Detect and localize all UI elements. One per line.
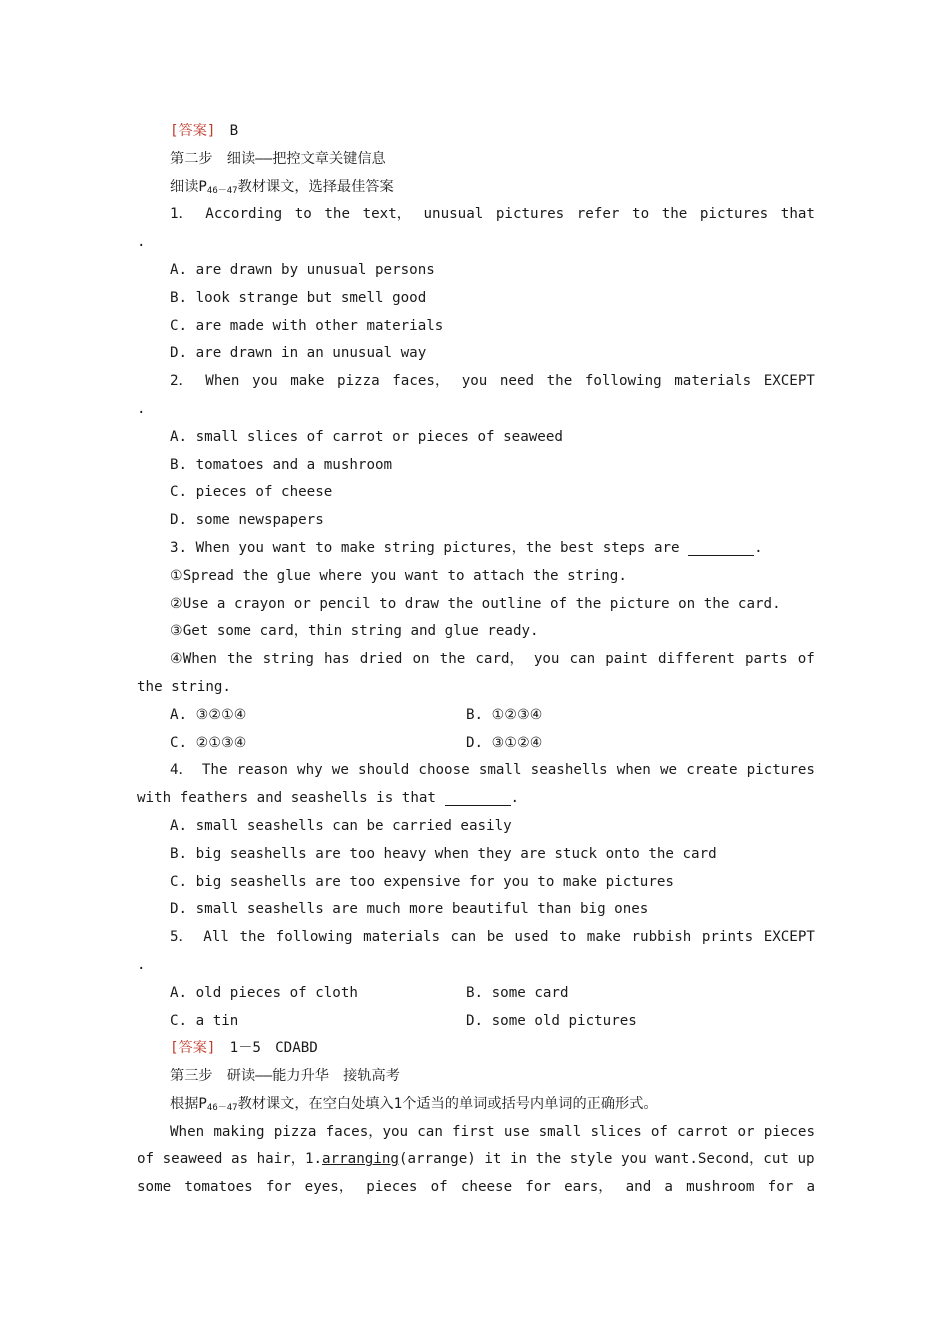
word: 4． <box>170 762 193 779</box>
question-2-option-b: B. tomatoes and a mushroom <box>170 456 393 473</box>
word: pizza <box>273 1123 317 1140</box>
word: or <box>737 1123 755 1140</box>
word: we <box>660 762 678 779</box>
question-3-step-2: ②Use a crayon or pencil to draw the outline of the picture on the card. <box>170 595 781 612</box>
word: to <box>632 206 650 223</box>
word: 1． <box>170 206 193 223</box>
word: be <box>486 929 504 946</box>
answer-tag: [答案] <box>170 123 216 139</box>
word: you <box>533 651 560 668</box>
answer-tag: [答案] <box>170 1040 216 1057</box>
word: you <box>252 373 278 390</box>
word: dried <box>359 651 403 668</box>
question-1-option-a: A. are drawn by unusual persons <box>170 261 435 278</box>
word: that <box>780 206 815 223</box>
question-5-option-b: B. some card <box>466 984 569 1001</box>
question-2-option-c: C. pieces of cheese <box>170 484 333 501</box>
question-3-step-4-end: the string. <box>137 678 231 695</box>
word: the <box>226 651 253 668</box>
word: pictures <box>699 206 769 223</box>
question-1-option-b: B. look strange but smell good <box>170 289 427 306</box>
question-3-option-c: C. ②①③④ <box>170 734 247 751</box>
blank-number: 1. <box>304 1151 323 1168</box>
question-2-option-a: A. small slices of carrot or pieces of seaweed <box>170 428 563 445</box>
word: the <box>324 206 351 223</box>
word: can <box>569 651 596 668</box>
question-3-options-row-1 <box>137 702 815 730</box>
word: 5． <box>170 929 193 946</box>
question-3-option-b: B. ①②③④ <box>466 706 543 723</box>
word: a <box>806 1179 815 1196</box>
word: unusual <box>423 206 484 223</box>
word: use <box>503 1123 530 1140</box>
question-3-options-row-2 <box>137 730 815 758</box>
word: some <box>137 1179 172 1196</box>
word: we <box>331 762 349 779</box>
word: to <box>294 206 312 223</box>
answer-blank <box>445 789 511 806</box>
question-5-stem-end: . <box>137 956 146 973</box>
word: EXCEPT <box>763 373 815 390</box>
answer-value: B <box>229 123 239 139</box>
word: ④When <box>170 651 217 668</box>
question-4-stem-line-2: with feathers and seashells is that . <box>137 790 520 807</box>
word: can <box>417 1123 443 1140</box>
answer-blank <box>688 539 754 556</box>
step2-instruction: 细读$P_{46-47}$教材课文，选择最佳答案 <box>170 178 394 196</box>
word: the <box>439 651 466 668</box>
question-5-options-row-1 <box>137 980 815 1008</box>
word: the <box>661 206 688 223</box>
question-3-stem: 3. When you want to make string pictures，the best steps are . <box>170 539 763 556</box>
word: on <box>412 651 430 668</box>
question-5-option-c: C. a tin <box>170 1012 239 1029</box>
word: make <box>586 929 621 946</box>
question-4-option-d: D. small seashells are much more beautiful than big ones <box>170 901 649 918</box>
word: seashells <box>530 762 608 779</box>
question-1-option-d: D. are drawn in an unusual way <box>170 345 427 362</box>
question-5-stem <box>137 924 815 952</box>
word: pieces <box>763 1123 815 1140</box>
step3-title: 第三步 研读——能力升华 接轨高考 <box>170 1068 400 1085</box>
word: first <box>452 1123 495 1140</box>
word: slices <box>590 1123 642 1140</box>
word: making <box>213 1123 265 1140</box>
question-5-options-row-2 <box>137 1008 815 1036</box>
question-2-option-d: D. some newspapers <box>170 512 324 529</box>
word: create <box>686 762 738 779</box>
word: need <box>499 373 535 390</box>
word: can <box>450 929 477 946</box>
question-4-option-a: A. small seashells can be carried easily <box>170 817 512 834</box>
word: make <box>290 373 325 390</box>
document-page <box>137 118 815 1202</box>
word: materials <box>674 373 752 390</box>
word: and <box>625 1179 652 1196</box>
word: choose <box>418 762 470 779</box>
word: to <box>559 929 577 946</box>
word: parts <box>744 651 788 668</box>
word: small <box>478 762 522 779</box>
word: pictures <box>495 206 565 223</box>
word: for <box>265 1179 292 1196</box>
word: The <box>201 762 228 779</box>
word: materials <box>363 929 440 946</box>
word: EXCEPT <box>763 929 815 946</box>
word: for <box>525 1179 551 1196</box>
word: string <box>262 651 314 668</box>
word: refer <box>576 206 620 223</box>
question-3-step-4 <box>137 646 815 674</box>
word: tomatoes <box>184 1179 253 1196</box>
word: following <box>275 929 353 946</box>
word: faces， <box>392 373 450 390</box>
word: When <box>205 373 240 390</box>
word: when <box>616 762 651 779</box>
question-4-stem <box>137 757 815 785</box>
word: ears， <box>564 1179 613 1196</box>
question-2-stem-end: . <box>137 400 146 417</box>
word: different <box>658 651 735 668</box>
word: should <box>358 762 410 779</box>
blank-answer: arranging <box>322 1151 399 1168</box>
answer-value: 1－5 CDABD <box>229 1040 318 1057</box>
answer-line <box>137 118 815 146</box>
question-1-stem <box>137 201 815 229</box>
word: According <box>205 206 283 223</box>
word: following <box>584 373 662 390</box>
word: card， <box>475 651 524 668</box>
question-1-option-c: C. are made with other materials <box>170 317 444 334</box>
word: reason <box>236 762 288 779</box>
question-3-step-3: ③Get some card，thin string and glue ready. <box>170 623 539 640</box>
passage-line-1 <box>137 1119 815 1147</box>
word: the <box>546 373 573 390</box>
word: 2． <box>170 373 193 390</box>
word: for <box>767 1179 794 1196</box>
word: All <box>203 929 229 946</box>
word: pizza <box>336 373 380 390</box>
word: a <box>664 1179 673 1196</box>
step3-instruction: 根据$P_{46-47}$教材课文，在空白处填入1个适当的单词或括号内单词的正确形式。 <box>170 1095 658 1113</box>
question-4-option-c: C. big seashells are too expensive for you to make pictures <box>170 873 674 890</box>
word: you <box>461 373 488 390</box>
word: text， <box>362 206 411 223</box>
question-2-stem <box>137 368 815 396</box>
question-3-step-1: ①Spread the glue where you want to attach the string. <box>170 567 627 584</box>
passage-line-2: of seaweed as hair，1.arranging(arrange) it in the style you want.Second，cut up <box>137 1151 815 1168</box>
question-1-stem-end: . <box>137 234 146 251</box>
word: cheese <box>460 1179 513 1196</box>
word: has <box>324 651 350 668</box>
question-4-option-b: B. big seashells are too heavy when they are stuck onto the card <box>170 845 717 862</box>
word: why <box>297 762 323 779</box>
question-3-option-a: A. ③②①④ <box>170 706 247 723</box>
word: of <box>650 1123 668 1140</box>
word: eyes， <box>304 1179 354 1196</box>
word: of <box>797 651 815 668</box>
word: rubbish <box>631 929 692 946</box>
word: the <box>239 929 266 946</box>
question-5-option-d: D. some old pictures <box>466 1012 637 1029</box>
word: carrot <box>677 1123 729 1140</box>
word: mushroom <box>686 1179 755 1196</box>
word: When <box>170 1123 205 1140</box>
word: used <box>514 929 549 946</box>
word: pictures <box>746 762 815 779</box>
word: of <box>430 1179 448 1196</box>
answer-line-2 <box>137 1035 815 1063</box>
step2-title: 第二步 细读——把控文章关键信息 <box>170 150 386 167</box>
question-5-option-a: A. old pieces of cloth <box>170 984 358 1001</box>
word: faces，you <box>325 1123 409 1140</box>
word: paint <box>605 651 648 668</box>
passage-line-3 <box>137 1174 815 1202</box>
question-3-option-d: D. ③①②④ <box>466 734 543 751</box>
word: small <box>538 1123 582 1140</box>
word: prints <box>701 929 754 946</box>
word: pieces <box>366 1179 418 1196</box>
